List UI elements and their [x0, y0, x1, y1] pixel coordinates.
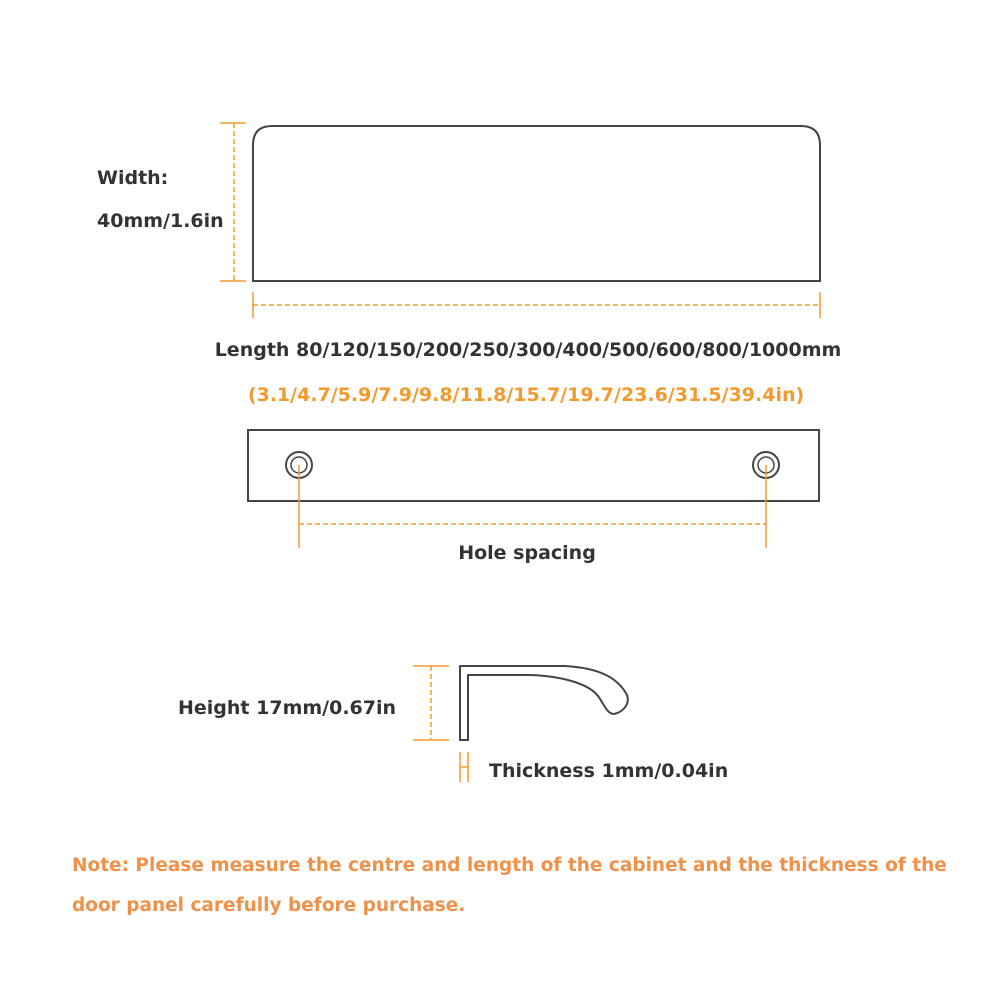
handle-front-view	[253, 126, 820, 281]
width-dimension-line	[220, 123, 246, 281]
thickness-label: Thickness 1mm/0.04in	[489, 760, 729, 782]
width-value: 40mm/1.6in	[97, 210, 224, 232]
length-mm-label: Length 80/120/150/200/250/300/400/500/600/800/1000mm	[214, 339, 842, 361]
length-in-label: (3.1/4.7/5.9/7.9/9.8/11.8/15.7/19.7/23.6/31.5/39.4in)	[247, 384, 805, 406]
handle-side-profile	[460, 666, 628, 740]
height-label: Height 17mm/0.67in	[178, 697, 397, 719]
height-dimension-line	[413, 666, 449, 740]
hole-spacing-label: Hole spacing	[458, 542, 596, 564]
thickness-dimension-line	[460, 752, 468, 782]
purchase-note: Note: Please measure the centre and length of the cabinet and the thickness of the door panel carefully before purchase.	[72, 855, 947, 916]
handle-back-view	[248, 430, 819, 501]
length-dimension-line	[253, 292, 820, 318]
width-title: Width:	[97, 167, 169, 189]
